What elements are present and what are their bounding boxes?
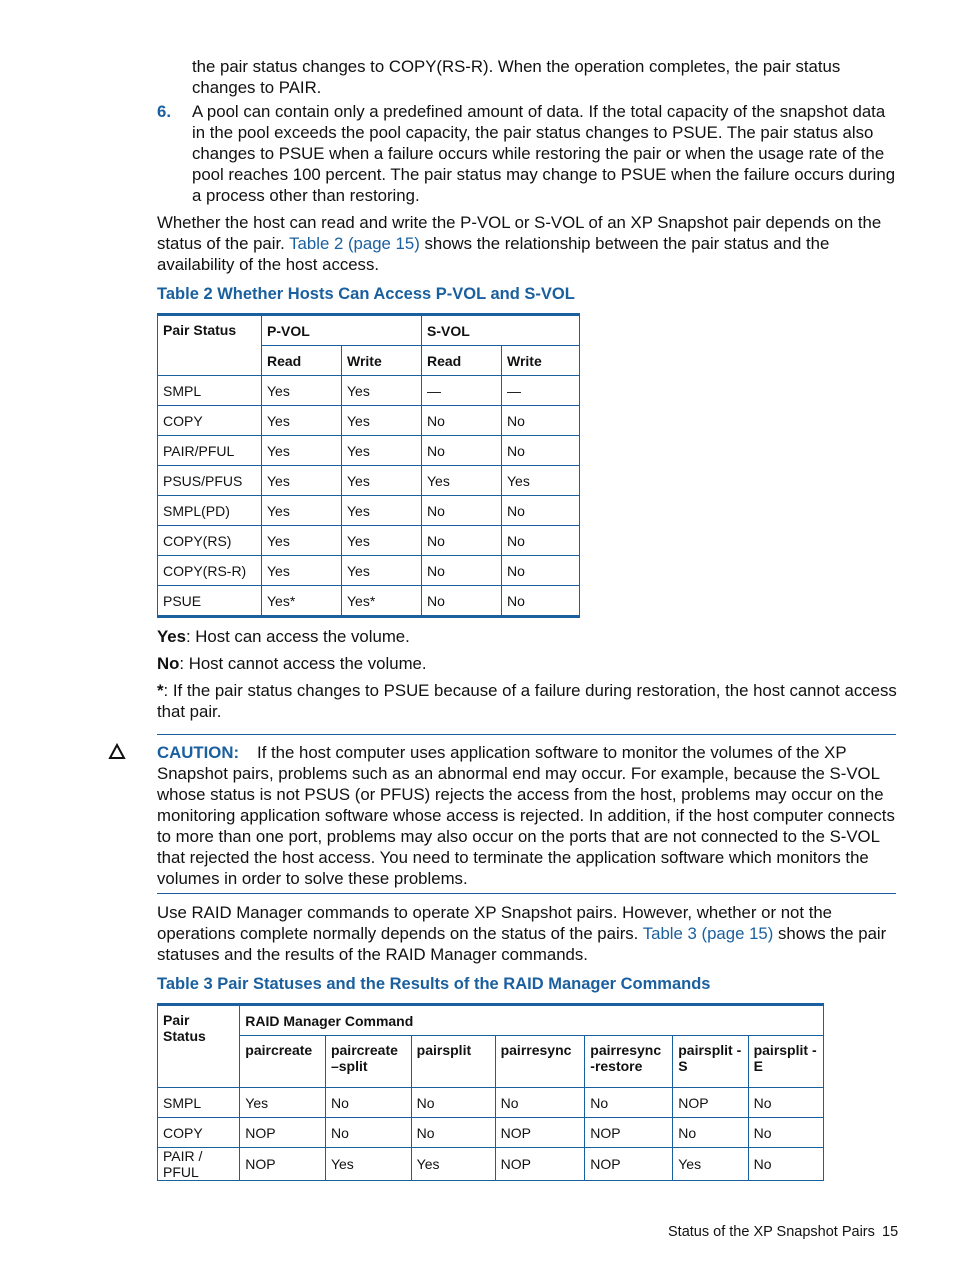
table-cell: Yes [342,466,422,496]
table3 [157,1003,824,1181]
legend-yes-term: Yes [157,627,186,646]
legend-star-text: : If the pair status changes to PSUE because of a failure during restoration, the host cannot access that pair. [157,681,897,721]
legend-yes-text: : Host can access the volume. [185,627,410,646]
table-cell: Yes [411,1148,495,1181]
table-cell: SMPL(PD) [158,496,262,526]
table-cell: NOP [240,1118,326,1148]
table-cell: Yes [342,526,422,556]
table-cell: No [502,526,580,556]
table-cell: Yes [262,496,342,526]
table-cell: COPY(RS-R) [158,556,262,586]
table3-caption: Table 3 Pair Statuses and the Results of the RAID Manager Commands [157,975,711,993]
table-cell: No [325,1088,411,1118]
table-cell: No [502,556,580,586]
t3-header-pair-status: Pair Status [158,1005,240,1088]
table-cell: NOP [585,1148,673,1181]
table-cell: Yes [262,526,342,556]
host-para-after: shows the relationship between the pair status and the availability of the host access. [157,234,830,274]
legend-no-term: No [157,654,180,673]
table-row [158,1148,824,1181]
table-cell: No [585,1088,673,1118]
table2-body [158,376,580,617]
table-cell: Yes [325,1148,411,1181]
table-cell: No [422,496,502,526]
raid-paragraph [157,902,902,965]
legend-star [157,680,902,722]
table-cell: No [748,1088,823,1118]
table-row [158,376,580,406]
table-cell: NOP [240,1148,326,1181]
table-cell: Yes [262,436,342,466]
t2-header-pair-status: Pair Status [158,315,262,376]
t3-command-header: pairsplit -S [673,1036,748,1088]
table-cell: No [422,406,502,436]
table-cell: Yes* [342,586,422,617]
table-row [158,526,580,556]
table-cell: Yes [673,1148,748,1181]
table-cell: Yes [342,376,422,406]
table-cell: SMPL [158,376,262,406]
table-row [158,556,580,586]
raid-para-after: shows the pair statuses and the results of the RAID Manager commands. [157,924,887,964]
table-cell: No [411,1088,495,1118]
table2-link[interactable]: Table 2 (page 15) [289,234,420,253]
table-cell: No [502,586,580,617]
table2 [157,313,580,618]
table-cell: No [748,1148,823,1181]
raid-para-before: Use RAID Manager commands to operate XP Snapshot pairs. However, whether or not the operations complete normally depends on the status of the pairs. [157,903,833,943]
legend-no [157,653,902,674]
table-row [158,496,580,526]
table-cell: Yes* [262,586,342,617]
list-number: 6. [157,102,171,121]
host-para-before: Whether the host can read and write the P-VOL or S-VOL of an XP Snapshot pair depends on the status of the pair. [157,213,882,253]
table-cell: PSUE [158,586,262,617]
table-cell: No [422,436,502,466]
t3-command-header: paircreate [240,1036,326,1088]
table3-link[interactable]: Table 3 (page 15) [642,924,774,943]
table-cell: Yes [502,466,580,496]
table-cell: Yes [342,406,422,436]
table-cell: No [502,406,580,436]
legend-no-text: : Host cannot access the volume. [179,654,427,673]
table-cell: — [502,376,580,406]
caution-top-rule [157,734,896,735]
table-row [158,1118,824,1148]
t3-header-raid: RAID Manager Command [240,1005,824,1036]
table-cell: No [422,526,502,556]
t2-sub-write-svol: Write [502,346,580,376]
table-cell: Yes [262,406,342,436]
table-cell: Yes [262,376,342,406]
table-cell: Yes [422,466,502,496]
table-cell: NOP [585,1118,673,1148]
continuation-paragraph: the pair status changes to COPY(RS-R). When the operation completes, the pair status changes to PAIR. [192,57,841,97]
table-row [158,436,580,466]
table-row [158,466,580,496]
t3-command-header: pairresync [495,1036,585,1088]
table-cell: Yes [342,556,422,586]
table-cell: No [325,1118,411,1148]
t3-command-header: paircreate –split [325,1036,411,1088]
table-cell: PSUS/PFUS [158,466,262,496]
table-cell: PAIR/PFUL [158,436,262,466]
t3-command-header: pairsplit -E [748,1036,823,1088]
table-cell: Yes [240,1088,326,1118]
caution-bottom-rule [157,893,896,894]
host-access-paragraph [157,212,902,275]
table-row [158,1088,824,1118]
table-cell: No [411,1118,495,1148]
footer-section: Status of the XP Snapshot Pairs [668,1224,875,1240]
t3-command-header: pairsplit [411,1036,495,1088]
caution-label: CAUTION: [157,743,240,762]
table-cell: No [422,556,502,586]
t2-sub-read-svol: Read [422,346,502,376]
table-cell: Yes [342,436,422,466]
table-cell: NOP [495,1148,585,1181]
footer-page-number: 15 [882,1224,899,1240]
table-cell: No [673,1118,748,1148]
table-cell: No [748,1118,823,1148]
table3-body [158,1088,824,1181]
legend-star-term: * [157,681,164,700]
caution-text: If the host computer uses application software to monitor the volumes of the XP Snapshot pairs, problems such as an abnormal end may occur. For example, because the S-VOL whose status is not PSUS (or PFUS) rejects the access from the host, problems may occur on the monitoring application software whose access is rejected. In addition, if the host computer connects to more than one port, problems may also occur on the ports that are not connected to the S-VOL that rejected the host access. You need to terminate the application software which monitors the volumes in order to solve these problems. [157,743,895,888]
table-cell: COPY(RS) [158,526,262,556]
table-cell: No [495,1088,585,1118]
table-cell: NOP [495,1118,585,1148]
table2-caption: Table 2 Whether Hosts Can Access P-VOL and S-VOL [157,285,575,303]
legend-yes [157,626,902,647]
table-cell: COPY [158,406,262,436]
caution-triangle-icon [108,742,126,760]
table-row [158,586,580,617]
list-item-text: A pool can contain only a predefined amount of data. If the total capacity of the snapshot data in the pool exceeds the pool capacity, the pair status changes to PSUE. The pair status also changes to PSUE when a failure occurs while restoring the pair or when the usage rate of the pool reaches 100 percent. The pair status may change to PSUE when the failure occurs during a process other than restoring. [192,102,896,205]
table-cell: No [502,496,580,526]
table-cell: No [422,586,502,617]
table-cell: Yes [262,556,342,586]
table-cell: — [422,376,502,406]
t3-command-header-row [158,1036,824,1088]
t2-header-pvol: P-VOL [262,315,422,346]
table-cell: COPY [158,1118,240,1148]
t3-command-header: pairresync -restore [585,1036,673,1088]
table-cell: Yes [262,466,342,496]
table-cell: Yes [342,496,422,526]
table-cell: NOP [673,1088,748,1118]
t2-header-svol: S-VOL [422,315,580,346]
t2-sub-write-pvol: Write [342,346,422,376]
table-row [158,406,580,436]
t2-sub-read-pvol: Read [262,346,342,376]
table-cell: SMPL [158,1088,240,1118]
caution-paragraph [157,742,896,889]
table-cell: PAIR / PFUL [158,1148,240,1181]
table-cell: No [502,436,580,466]
